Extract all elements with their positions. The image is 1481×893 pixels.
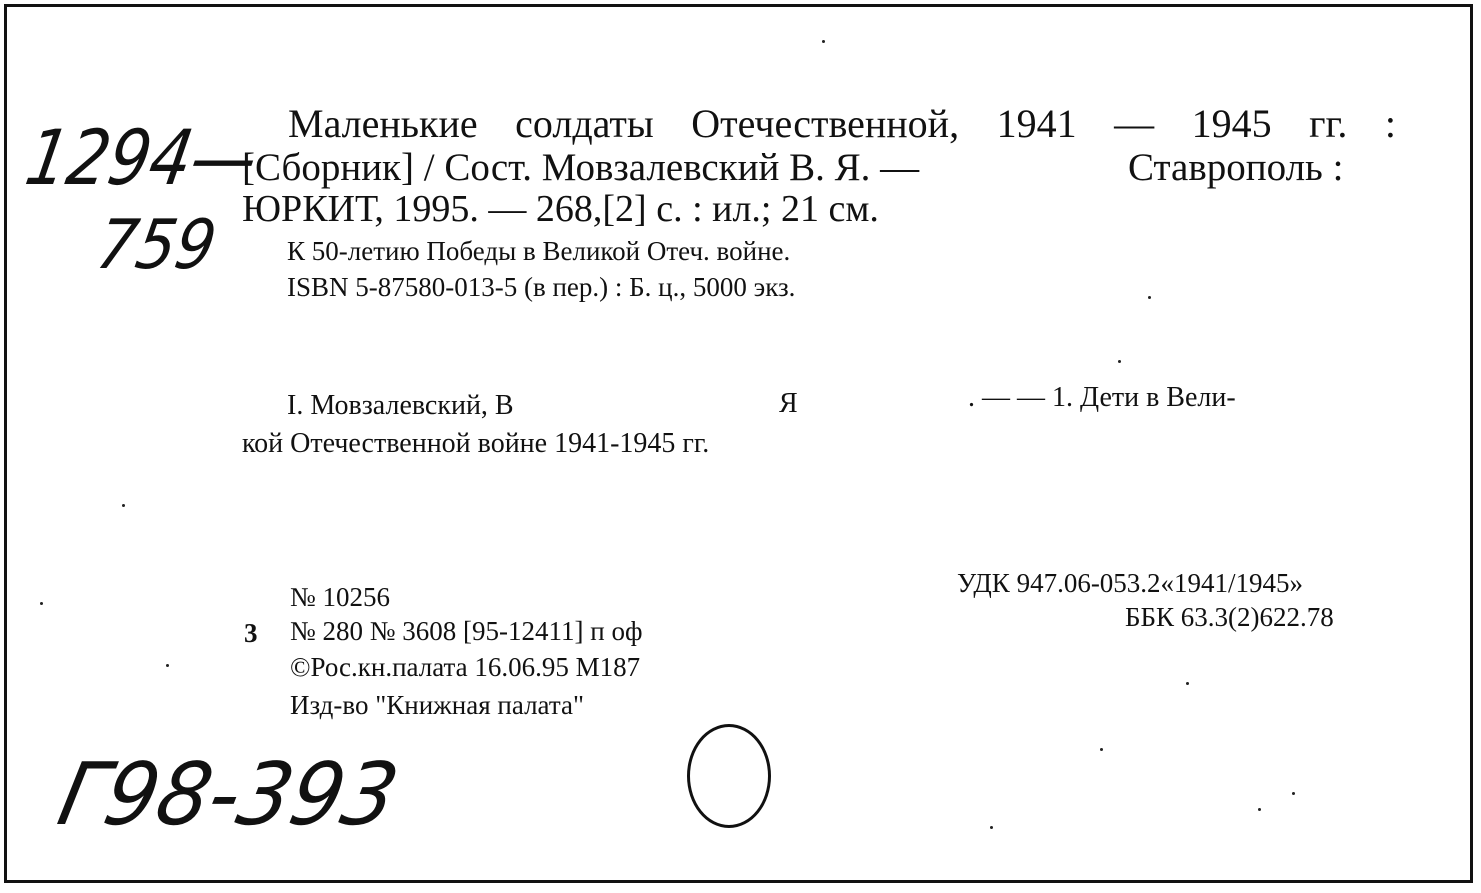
entry-isbn: ISBN 5-87580-013-5 (в пер.) : Б. ц., 5000 экз. <box>287 272 796 302</box>
scan-speck <box>1100 748 1103 751</box>
entry-note: К 50-летию Победы в Великой Отеч. войне. <box>287 236 791 266</box>
handwritten-number-top: 1294— <box>19 113 265 202</box>
entry-line2-left: [Сборник] / Сост. Мовзалевский В. Я. — <box>242 146 920 189</box>
scan-speck <box>1118 360 1121 363</box>
scan-speck <box>40 602 43 605</box>
tracing-subject-cont: кой Отечественной войне 1941-1945 гг. <box>242 428 710 459</box>
copyright-line: ©Рос.кн.палата 16.06.95 М187 <box>290 652 641 682</box>
handwritten-number-bottom: Г98-393 <box>50 745 407 845</box>
order-info: № 280 № 3608 [95-12411] п оф <box>290 616 643 646</box>
scan-speck <box>1292 792 1295 795</box>
circle-mark <box>687 724 771 828</box>
scan-speck <box>1258 808 1261 811</box>
tracing-author: I. Мовзалевский, В <box>287 390 514 421</box>
udk-code: УДК 947.06-053.2«1941/1945» <box>957 568 1304 598</box>
bbk-code: ББК 63.3(2)622.78 <box>1125 602 1334 632</box>
scan-speck <box>1148 296 1151 299</box>
scan-speck <box>1186 682 1189 685</box>
scan-speck <box>990 826 993 829</box>
scan-speck <box>122 504 125 507</box>
tracing-initial: Я <box>779 388 798 419</box>
tracing-subject: . — — 1. Дети в Вели- <box>968 382 1236 413</box>
entry-imprint-line: ЮРКИТ, 1995. — 268,[2] с. : ил.; 21 см. <box>242 188 879 230</box>
scan-speck <box>822 40 825 43</box>
publisher-line: Изд-во "Книжная палата" <box>290 690 584 720</box>
entry-line2-right: Ставрополь : <box>1128 146 1344 189</box>
card-number: № 10256 <box>290 582 391 612</box>
entry-title-line: Маленькие солдаты Отечественной, 1941 — 1945 гг. : <box>288 101 1396 146</box>
handwritten-number-mid: 759 <box>91 206 222 285</box>
order-prefix: 3 <box>244 618 258 648</box>
scan-speck <box>166 664 169 667</box>
